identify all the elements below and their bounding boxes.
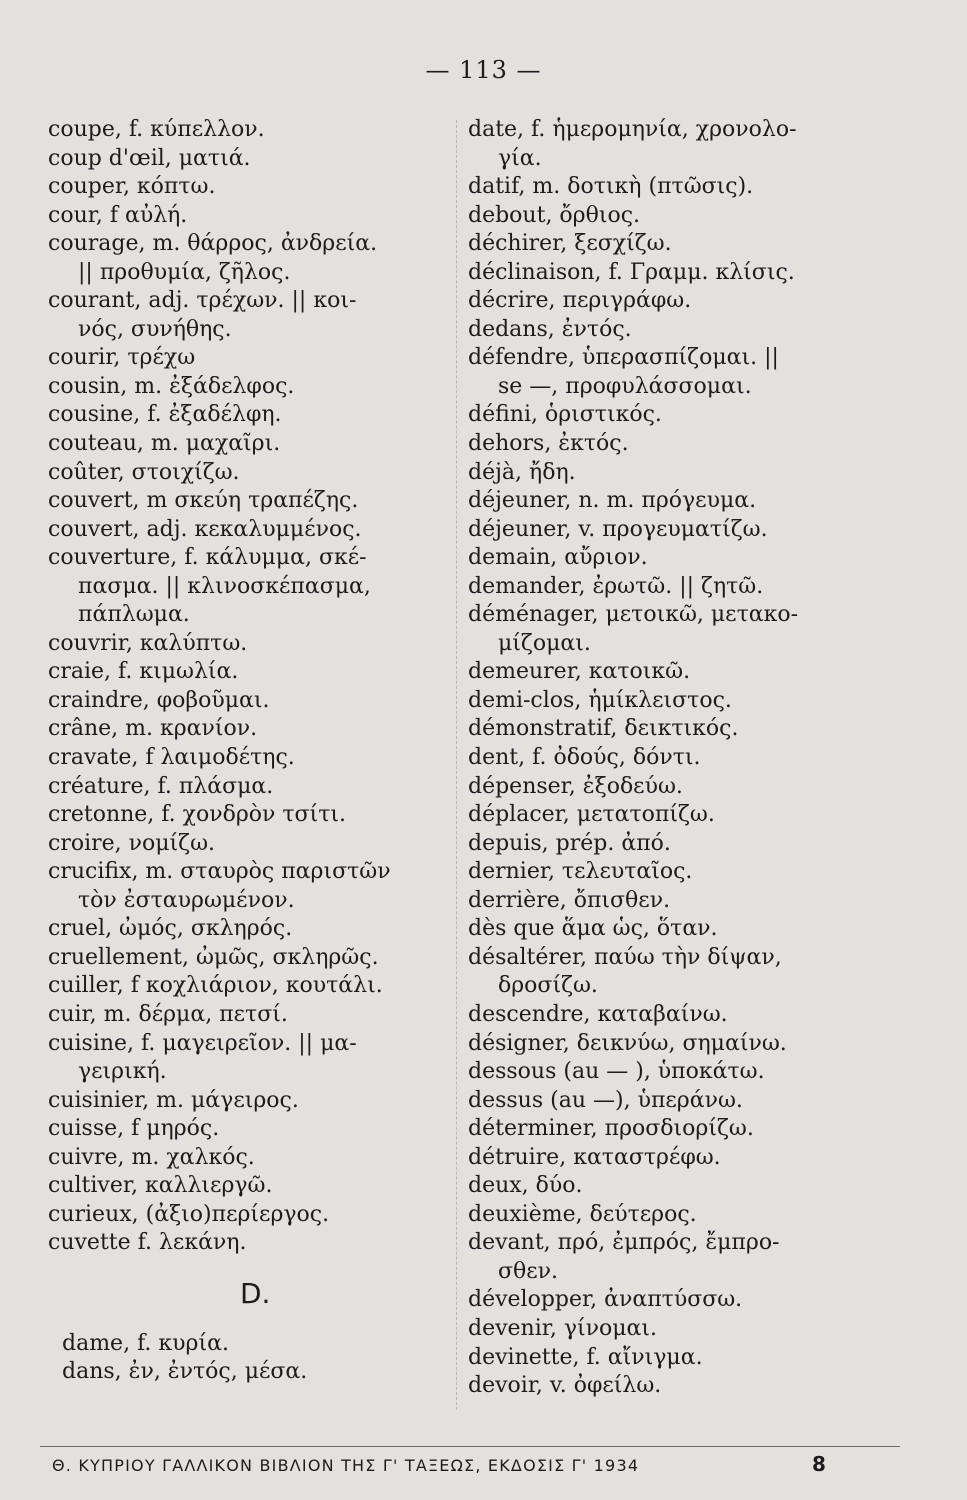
dictionary-entry-line: couper, κόπτω. <box>48 174 216 200</box>
dictionary-entry-line: coup d'œil, ματιά. <box>48 145 251 171</box>
dictionary-entry-line: dehors, ἐκτός. <box>468 431 629 457</box>
dictionary-entry-line: détruire, καταστρέφω. <box>468 1144 721 1170</box>
dictionary-entry-line: dessous (au — ), ὑποκάτω. <box>468 1059 765 1085</box>
dictionary-entry-line: créature, f. πλάσμα. <box>48 773 274 799</box>
dictionary-entry-line: se —, προφυλάσσομαι. <box>498 373 752 399</box>
column-divider <box>456 120 458 1410</box>
dictionary-entry-line: courage, m. θάρρος, ἀνδρεία. <box>48 231 378 257</box>
dictionary-entry-line: dernier, τελευταῖος. <box>468 859 693 885</box>
dictionary-entry-line: depuis, prép. ἀπό. <box>468 830 671 856</box>
dictionary-entry-line: déchirer, ξεσχίζω. <box>468 231 672 257</box>
dictionary-entry-line: dent, f. ὀδούς, δόντι. <box>468 745 701 771</box>
dictionary-entry-line: γειρική. <box>78 1059 167 1085</box>
dictionary-entry-line: dame, f. κυρία. <box>62 1330 229 1356</box>
dictionary-entry-line: couteau, m. μαχαῖρι. <box>48 431 281 457</box>
dictionary-entry-line: couvert, adj. κεκαλυμμένος. <box>48 516 362 542</box>
dictionary-entry-line: νός, συνήθης. <box>78 316 232 342</box>
dictionary-entry-line: deuxième, δεύτερος. <box>468 1201 697 1227</box>
dictionary-entry-line: développer, ἀναπτύσσω. <box>468 1287 743 1313</box>
dictionary-entry-line: défendre, ὑπερασπίζομαι. || <box>468 345 779 371</box>
dictionary-entry-line: déjeuner, n. m. πρόγευμα. <box>468 488 757 514</box>
dictionary-entry-line: déménager, μετοικῶ, μετακο- <box>468 602 799 628</box>
dictionary-entry-line: devenir, γίνομαι. <box>468 1315 658 1341</box>
dictionary-entry-line: curieux, (ἀξιο)περίεργος. <box>48 1201 330 1227</box>
dictionary-entry-line: cousin, m. ἐξάδελφος. <box>48 373 295 399</box>
dictionary-entry-line: πασμα. || κλινοσκέπασμα, <box>78 573 371 599</box>
dictionary-entry-line: coupe, f. κύπελλον. <box>48 117 265 142</box>
dictionary-entry-line: crucifix, m. σταυρὸς παριστῶν <box>48 859 391 885</box>
dictionary-entry-line: cuiller, f κοχλιάριον, κουτάλι. <box>48 973 383 999</box>
dictionary-entry-line: décrire, περιγράφω. <box>468 288 692 314</box>
dictionary-entry-line: σθεν. <box>498 1258 559 1284</box>
dictionary-entry-line: dépenser, ἐξοδεύω. <box>468 773 683 799</box>
dictionary-entry-line: cuir, m. δέρμα, πετσί. <box>48 1001 288 1027</box>
dictionary-entry-line: couvrir, καλύπτω. <box>48 630 248 656</box>
page-number: — 113 — <box>425 56 542 84</box>
dictionary-entry-line: courir, τρέχω <box>48 345 196 371</box>
dictionary-entry-line: désigner, δεικνύω, σημαίνω. <box>468 1030 787 1056</box>
dictionary-entry-line: cuivre, m. χαλκός. <box>48 1144 255 1170</box>
dictionary-entry-line: cuisine, f. μαγειρεῖον. || μα- <box>48 1030 357 1056</box>
dictionary-entry-line: dans, ἐν, ἐντός, μέσα. <box>62 1359 308 1385</box>
dictionary-entry-line: devoir, v. ὀφείλω. <box>468 1373 662 1399</box>
dictionary-entry-line: devant, πρό, ἐμπρός, ἔμπρο- <box>468 1230 780 1256</box>
dictionary-entry-line: déjà, ἤδη. <box>468 459 576 485</box>
dictionary-entry-line: courant, adj. τρέχων. || κοι- <box>48 288 357 314</box>
dictionary-entry-line: cuvette f. λεκάνη. <box>48 1230 247 1256</box>
dictionary-entry-line: cultiver, καλλιεργῶ. <box>48 1173 273 1199</box>
dictionary-entry-line: craie, f. κιμωλία. <box>48 659 239 685</box>
dictionary-entry-line: deux, δύο. <box>468 1173 583 1199</box>
dictionary-entry-line: dès que ἅμα ὡς, ὅταν. <box>468 916 718 942</box>
dictionary-entry-line: dedans, ἐντός. <box>468 316 632 342</box>
dictionary-entry-line: cuisse, f μηρός. <box>48 1116 220 1142</box>
dictionary-entry-line: γία. <box>498 145 542 171</box>
dictionary-entry-line: πάπλωμα. <box>78 602 190 628</box>
dictionary-entry-line: devinette, f. αἴνιγμα. <box>468 1344 703 1370</box>
dictionary-entry-line: cretonne, f. χονδρὸν τσίτι. <box>48 802 346 828</box>
dictionary-entry-line: demeurer, κατοικῶ. <box>468 659 691 685</box>
dictionary-entry-line: démonstratif, δεικτικός. <box>468 716 739 742</box>
dictionary-entry-line: cravate, f λαιμοδέτης. <box>48 745 295 771</box>
dictionary-entry-line: craindre, φοβοῦμαι. <box>48 687 270 713</box>
dictionary-entry-line: debout, ὄρθιος. <box>468 202 641 228</box>
dictionary-entry-line: descendre, καταβαίνω. <box>468 1001 728 1027</box>
dictionary-entry-line: cousine, f. ἐξαδέλφη. <box>48 402 282 428</box>
dictionary-entry-line: date, f. ἡμερομηνία, χρονολο- <box>468 117 797 142</box>
dictionary-entry-line: désaltérer, παύω τὴν δίψαν, <box>468 944 782 970</box>
dictionary-entry-line: || προθυμία, ζῆλος. <box>78 259 291 285</box>
section-letter-heading: D. <box>240 1276 271 1310</box>
dictionary-entry-line: cruel, ὠμός, σκληρός. <box>48 916 293 942</box>
dictionary-entry-line: couvert, m σκεύη τραπέζης. <box>48 488 359 514</box>
dictionary-entry-line: cruellement, ὠμῶς, σκληρῶς. <box>48 944 379 970</box>
dictionary-entry-line: déjeuner, v. προγευματίζω. <box>468 516 768 542</box>
dictionary-entry-line: μίζομαι. <box>498 630 591 656</box>
dictionary-entry-line: datif, m. δοτικὴ (πτῶσις). <box>468 174 754 200</box>
dictionary-entry-line: couverture, f. κάλυμμα, σκέ- <box>48 545 367 571</box>
dictionary-entry-line: derrière, ὄπισθεν. <box>468 887 671 913</box>
dictionary-entry-line: demander, ἐρωτῶ. || ζητῶ. <box>468 573 764 599</box>
dictionary-entry-line: demi-clos, ἡμίκλειστος. <box>468 687 732 713</box>
dictionary-entry-line: dessus (au —), ὑπεράνω. <box>468 1087 743 1113</box>
dictionary-entry-line: cour, f αὐλή. <box>48 202 188 228</box>
dictionary-entry-line: τὸν ἐσταυρωμένον. <box>78 887 295 913</box>
footer-imprint: Θ. ΚΥΠΡΙΟΥ ΓΑΛΛΙΚΟΝ ΒΙΒΛΙΟΝ ΤΗΣ Γ' ΤΑΞΕΩΣ, ΕΚΔΟΣΙΣ Γ' 1934 <box>52 1456 640 1475</box>
signature-mark: 8 <box>812 1452 826 1476</box>
dictionary-entry-line: croire, νομίζω. <box>48 830 216 856</box>
right-column <box>468 116 888 1401</box>
dictionary-entry-line: déclinaison, f. Γραμμ. κλίσις. <box>468 259 795 285</box>
dictionary-entry-line: déterminer, προσδιορίζω. <box>468 1116 754 1142</box>
dictionary-entry-line: cuisinier, m. μάγειρος. <box>48 1087 299 1113</box>
dictionary-entry-line: coûter, στοιχίζω. <box>48 459 240 485</box>
footer-rule <box>40 1446 900 1447</box>
dictionary-entry-line: crâne, m. κρανίον. <box>48 716 258 742</box>
dictionary-entry-line: demain, αὔριον. <box>468 545 648 571</box>
dictionary-entry-line: défini, ὁριστικός. <box>468 402 662 428</box>
dictionary-entry-line: déplacer, μετατοπίζω. <box>468 802 715 828</box>
left-column <box>48 116 468 1387</box>
dictionary-entry-line: δροσίζω. <box>498 973 598 999</box>
